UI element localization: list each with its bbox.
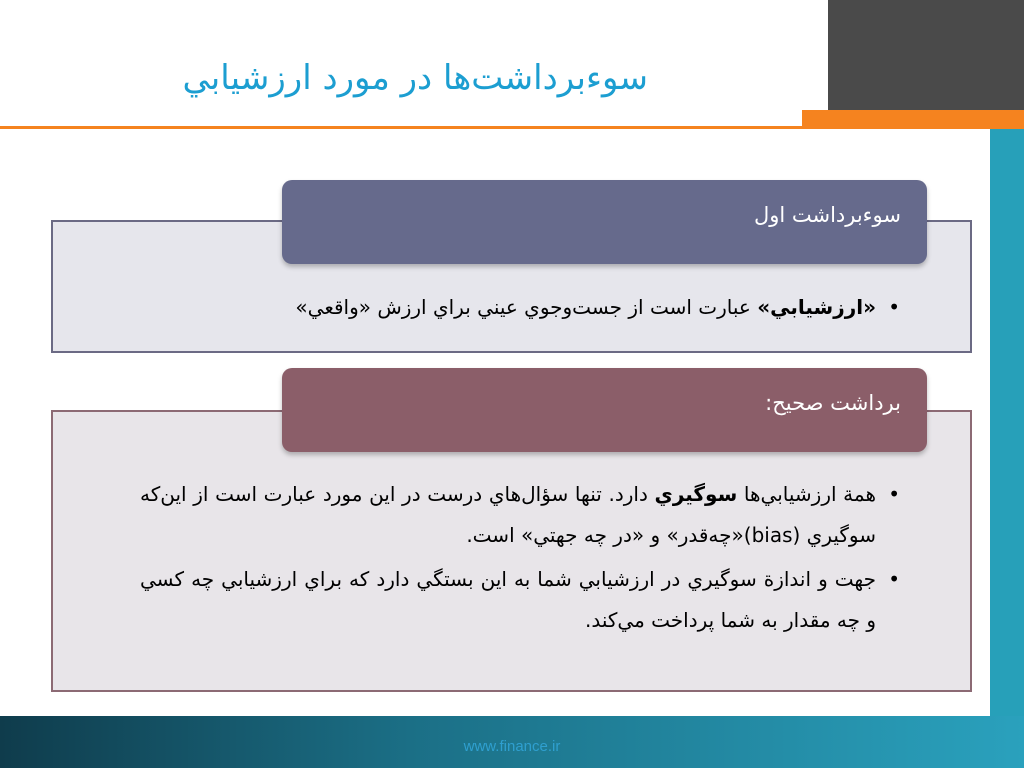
orange-accent-block (802, 110, 1024, 129)
bullet-bold-text: سوگيري (654, 482, 738, 506)
slide-title: سوءبرداشت‌ها در مورد ارزشيابي (182, 58, 648, 98)
section2-heading-banner (282, 368, 927, 452)
section2-bullet-item-1 (140, 474, 900, 556)
top-right-dark-block (828, 0, 1024, 110)
section1-heading: سوءبرداشت اول (753, 203, 901, 227)
section2-bullet-item-2 (140, 559, 900, 641)
section1-bullet-list (180, 287, 900, 328)
section2-bullet-list (140, 474, 900, 641)
footer-url[interactable]: www.finance.ir (463, 738, 561, 755)
section1-bullet-item (180, 287, 900, 328)
right-teal-stripe (990, 129, 1024, 716)
bullet-text: همة ارزشيابي‌ها (737, 482, 876, 506)
bullet-text: عبارت است از جست‌وجوي عيني براي ارزش «واقعي» (295, 295, 758, 319)
section2-heading: برداشت صحيح: (765, 391, 901, 415)
section1-heading-banner (282, 180, 927, 264)
bullet-icon: • (888, 567, 900, 591)
bullet-text: جهت و اندازة سوگيري در ارزشيابي شما به اين بستگي دارد كه براي ارزشيابي چه كسي و چه مقدار به شما پرداخت مي‌كند. (140, 567, 876, 632)
bullet-text: دارد. تنها سؤال‌هاي درست در اين مورد عبارت است از اين‌كه سوگيري (bias)«چه‌قدر» و «در چه جهتي» است. (140, 482, 876, 547)
bullet-icon: • (888, 482, 900, 506)
bullet-bold-text: «ارزشيابي» (757, 295, 876, 319)
bullet-icon: • (888, 295, 900, 319)
orange-divider-line (0, 126, 824, 129)
